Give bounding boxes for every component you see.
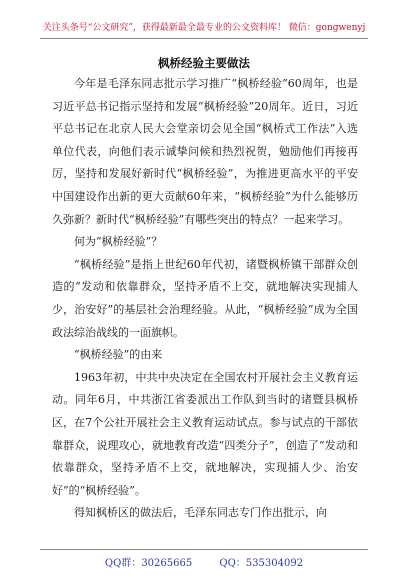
page-footer [40, 549, 368, 569]
paragraph-definition: “枫桥经验”是指上世纪60年代初，诸暨枫桥镇干部群众创造的“发动和依靠群众，坚持矛盾不上交，就地解决实现捕人少，治安好”的基层社会治理经验。从此，“枫桥经验”成为全国政法综治战线的一面旗帜。 [52, 257, 358, 339]
paragraph-continued: 得知枫桥区的做法后，毛泽东同志专门作出批示，向 [74, 506, 327, 520]
footer-qq-group: QQ群：30265665 [104, 558, 193, 569]
section-heading-what: 何为“枫桥经验”？ [74, 235, 163, 249]
paragraph-origin: 1963年初，中共中央决定在全国农村开展社会主义教育运动。同年6月，中共浙江省委派出工作队到当时的诸暨县枫桥区，在7个公社开展社会主义教育运动试点。参与试点的干部依靠群众，说理攻心，就地教育改造“四类分子”，创造了“发动和依靠群众，坚持矛盾不上交，就地解决，实现捕人少、治安好”的“枫桥经验”。 [52, 370, 358, 497]
document-title: 枫桥经验主要做法 [158, 56, 250, 70]
paragraph-intro: 今年是毛泽东同志批示学习推广“枫桥经验”60周年，也是习近平总书记指示坚持和发展“枫桥经验”20周年。近日，习近平总书记在北京人民大会堂亲切会见全国“枫桥式工作法”入选单位代表，向他们表示诚挚问候和热烈祝贺，勉励他们再接再厉，坚持和发展好新时代“枫桥经验”，为推进更高水平的平安中国建设作出新的更大贡献60年来，“枫桥经验”为什么能够历久弥新？新时代“枫桥经验”有哪些突出的特点？一起来学习。 [52, 77, 358, 226]
page-header: 关注头条号“公文研究”，获得最新最全最专业的公文资料库！ 微信：gongwenyj [40, 20, 368, 39]
document-body [52, 73, 358, 525]
section-heading-origin: “枫桥经验”的由来 [74, 348, 163, 362]
footer-qq-contact: QQ：535304092 [219, 558, 304, 569]
